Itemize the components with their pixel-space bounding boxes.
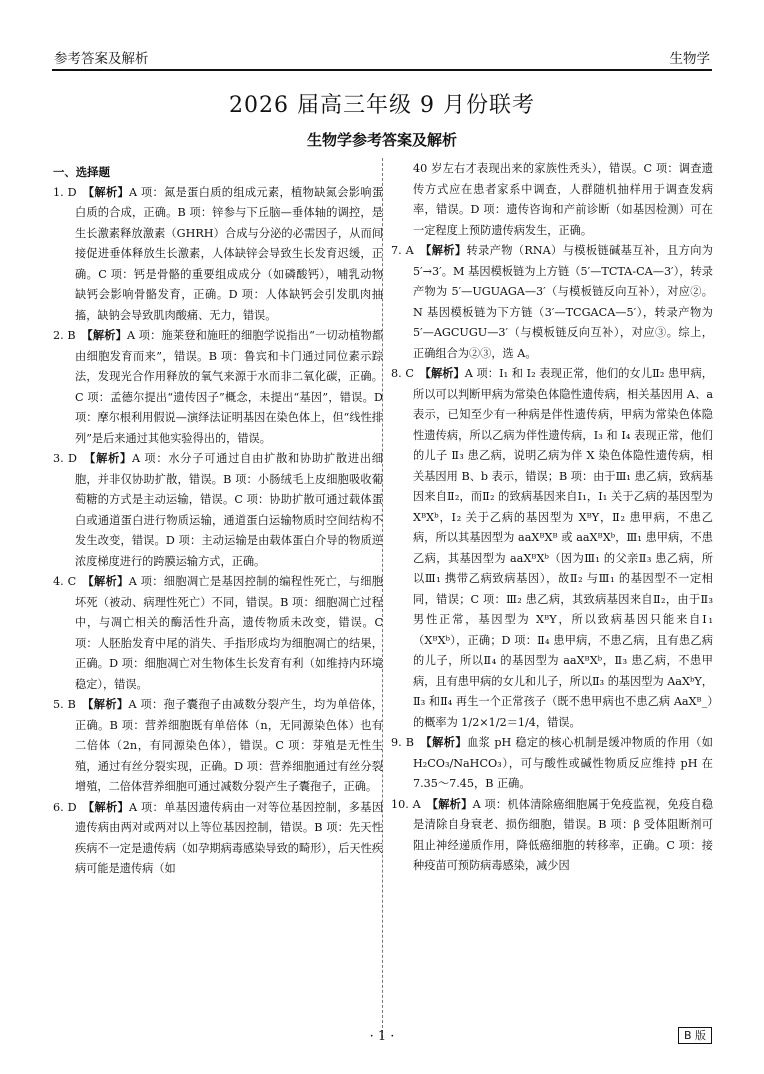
analysis-tag: 【解析】: [87, 329, 127, 342]
analysis-tag: 【解析】: [89, 452, 133, 465]
answer-item: [53, 326, 383, 449]
edition-badge: B 版: [678, 1027, 712, 1044]
header-left-text: 参考答案及解析: [54, 51, 149, 67]
answer-number: 3. D: [53, 452, 77, 465]
analysis-tag: 【解析】: [426, 736, 468, 749]
analysis-tag: 【解析】: [87, 698, 129, 711]
answer-item: [53, 798, 383, 880]
running-header: [52, 44, 712, 66]
answer-item: [53, 183, 383, 327]
analysis-tag: 【解析】: [88, 800, 130, 814]
answer-item: [391, 795, 713, 877]
answer-item: [391, 733, 713, 795]
answer-continuation: 40 岁左右才表现出来的家族性秃头），错误。C 项：调查遗传方式应在患者家系中调查，人群随机抽样用于调查发病率，错误。D 项：遗传咨询和产前诊断（如基因检测）可在一定程度上预防遗传病发生，正确。: [413, 162, 713, 237]
answer-item: [391, 241, 713, 364]
answer-text: A 项：施莱登和施旺的细胞学说指出“一切动植物都由细胞发育而来”，错误。B 项：鲁宾和卡门通过同位素示踪法，发现光合作用释放的氧气来源于水而非二氧化碳，正确。C 项：孟德尔提出“遗传因子”概念，未提出“基因”，错误。D 项：摩尔根利用假说—演绎法证明基因在染色体上，但“线性排列”是后来通过其他实验得出的，错误。: [75, 329, 383, 445]
answer-number: 8. C: [391, 367, 414, 380]
right-column: [391, 159, 713, 877]
answer-text: 血浆 pH 稳定的核心机制是缓冲物质的作用（如 H₂CO₃/NaHCO₃），可与酸性或碱性物质反应维持 pH 在 7.35～7.45，B 正确。: [413, 736, 713, 790]
analysis-tag: 【解析】: [432, 797, 473, 811]
header-rule: [52, 69, 712, 71]
answer-number: 5. B: [53, 698, 76, 711]
answer-text: A 项：Ⅰ₁ 和 Ⅰ₂ 表现正常，他们的女儿Ⅱ₂ 患甲病，所以可以判断甲病为常染色体隐性遗传病，相关基因用 A、a 表示，已知至少有一种病是伴性遗传病，甲病为常染色体隐性遗传病，所以乙病为伴性遗传病，Ⅰ₃ 和 Ⅰ₄ 表现正常，他们的儿子 Ⅱ₃ 患乙病，说明乙病为伴 X 染色体隐性遗传病，相关基因用 B、b 表示，错误；B 项：由于Ⅲ₁ 患乙病，致病基因来自Ⅱ₂，而Ⅱ₂ 的致病基因来自Ⅰ₁，Ⅰ₁ 关于乙病的基因型为 XᴮXᵇ，Ⅰ₂ 关于乙病的基因型为 XᴮY，Ⅱ₂ 患甲病，不患乙病，所以其基因型为 aaXᴮXᴮ 或 aaXᴮXᵇ，Ⅲ₁ 患甲病，不患乙病，其基因型为 aaXᴮXᵇ（因为Ⅲ₁ 的父亲Ⅱ₃ 患乙病，所以Ⅲ₁ 携带乙病致病基因），故Ⅱ₂ 与Ⅲ₁ 的基因型不一定相同，错误；C 项：Ⅲ₂ 患乙病，其致病基因来自Ⅱ₂，由于Ⅱ₃ 男性正常，基因型为 XᴮY，所以致病基因只能来自Ⅰ₁（XᴮXᵇ），正确；D 项：Ⅱ₄ 患甲病，不患乙病，且有患乙病的儿子，所以Ⅱ₄ 的基因型为 aaXᴮXᵇ，Ⅱ₃ 患乙病，不患甲病，且有患甲病的女儿和儿子，所以Ⅱ₃ 的基因型为 AaXᵇY，Ⅱ₃ 和Ⅱ₄ 再生一个正常孩子（既不患甲病也不患乙病 AaXᴮ_）的概率为 1/2×1/2＝1/4，错误。: [413, 367, 713, 729]
analysis-tag: 【解析】: [88, 575, 129, 588]
section-heading: 一、选择题: [53, 165, 110, 179]
answer-text: A 项：机体清除癌细胞属于免疫监视，免疫自稳是清除自身衰老、损伤细胞，错误。B 项：β 受体阻断剂可阻止神经递质作用，降低癌细胞的转移率，正确。C 项：接种疫苗可预防病毒感染，减少因: [413, 797, 713, 872]
answer-number: 7. A: [391, 244, 414, 257]
answer-text: A 项：水分子可通过自由扩散和协助扩散进出细胞，并非仅协助扩散，错误。B 项：小肠绒毛上皮细胞吸收葡萄糖的方式是主动运输，错误。C 项：协助扩散可通过载体蛋白或通道蛋白进行物质运输，通道蛋白运输物质时空间结构不发生改变，错误。D 项：主动运输是由载体蛋白介导的物质逆浓度梯度进行的跨膜运输方式，正确。: [75, 452, 383, 568]
answer-number: 10. A: [391, 797, 421, 811]
answer-number: 4. C: [53, 575, 77, 588]
page-subtitle: 生物学参考答案及解析: [306, 131, 457, 149]
answer-text: A 项：氮是蛋白质的组成元素，植物缺氮会影响蛋白质的合成，正确。B 项：锌参与下丘脑—垂体轴的调控，是生长激素释放激素（GHRH）合成与分泌的必需因子，从而间接促进垂体释放生长激素，人体缺锌会导致生长发育迟缓，正确。C 项：钙是骨骼的重要组成成分（如磷酸钙），哺乳动物缺钙会影响骨骼发育，正确。D 项：人体缺钙会引发肌肉抽搐，缺钠会导致肌肉酸痛、无力，错误。: [75, 185, 384, 322]
answer-number: 6. D: [53, 800, 77, 814]
answer-text: 转录产物（RNA）与模板链碱基互补，且方向为 5′→3′。M 基因模板链为上方链（5′—TCTA-CA—3′），转录产物为 5′—UGUAGA—3′（与模板链反向互补），对应②。N 基因模板链为下方链（3′—TCGACA—5′），转录产物为 5′—AGCUGU—3′（与模板链反向互补），对应③。综上，正确组合为②③，选 A。: [413, 244, 713, 360]
page-number: · 1 ·: [369, 1029, 395, 1044]
answer-text: A 项：细胞凋亡是基因控制的编程性死亡，与细胞坏死（被动、病理性死亡）不同，错误。B 项：细胞凋亡过程中，与凋亡相关的酶活性升高，遗传物质未改变，错误。C 项：人胚胎发育中尾的消失、手指形成均为细胞凋亡的结果，正确。D 项：细胞凋亡对生物体生长发育有利（如维持内环境稳定），错误。: [75, 575, 383, 691]
answer-item: [53, 572, 383, 695]
answer-text: A 项：单基因遗传病由一对等位基因控制，多基因遗传病由两对或两对以上等位基因控制，错误。B 项：先天性疾病不一定是遗传病（如孕期病毒感染导致的畸形），后天性疾病可能是遗传病（如: [75, 800, 384, 875]
answer-item: [53, 449, 383, 572]
analysis-tag: 【解析】: [425, 367, 465, 380]
answer-number: 2. B: [53, 329, 76, 342]
answer-number: 9. B: [391, 736, 414, 749]
page-title: 2026 届高三年级 9 月份联考: [229, 93, 535, 118]
answer-number: 1. D: [53, 185, 77, 199]
analysis-tag: 【解析】: [88, 185, 130, 199]
analysis-tag: 【解析】: [425, 244, 467, 257]
left-column: [53, 162, 383, 880]
answer-text: A 项：孢子囊孢子由减数分裂产生，均为单倍体，正确。B 项：营养细胞既有单倍体（n，无同源染色体）也有二倍体（2n，有同源染色体），错误。C 项：芽殖是无性生殖，通过有丝分裂实现，正确。D 项：营养细胞通过有丝分裂增殖，二倍体营养细胞可通过减数分裂产生子囊孢子，正确。: [75, 698, 383, 793]
answer-item: [391, 364, 713, 733]
answer-item: [53, 695, 383, 798]
header-subject: 生物学: [669, 51, 710, 67]
